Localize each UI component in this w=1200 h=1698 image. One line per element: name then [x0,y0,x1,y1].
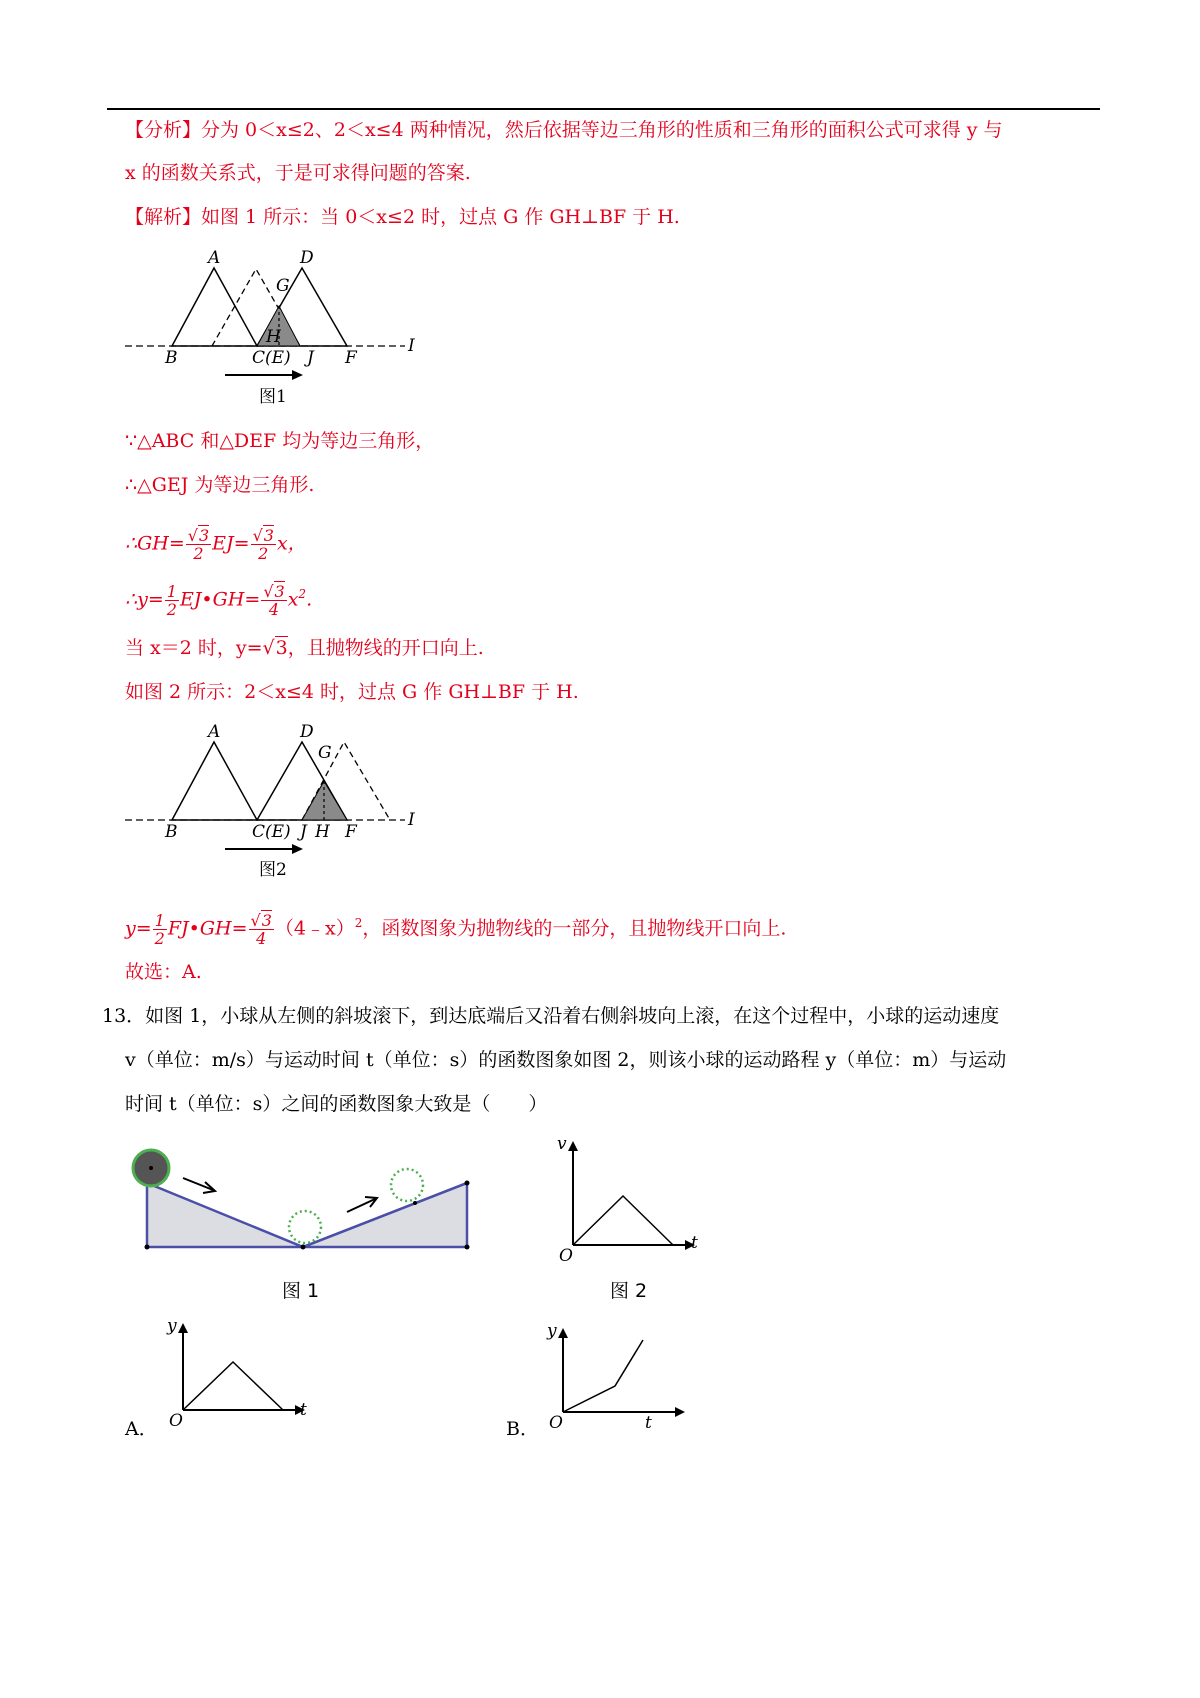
option-a-label: A． [125,1418,158,1440]
opt-b-axis-t: t [645,1413,652,1433]
arrow-right-icon [183,1178,215,1193]
fig2-label-A: A [208,722,221,742]
therefore-line: ∴△GEJ 为等边三角形. [125,474,315,496]
option-b-graph [543,1320,703,1435]
analysis-line-2: x 的函数关系式，于是可求得问题的答案. [125,162,471,184]
because-line: ∵△ABC 和△DEF 均为等边三角形， [125,430,435,452]
when-x2-line: 当 x＝2 时，y=√3，且抛物线的开口向上. [125,637,484,659]
fig2-label-I: I [408,810,415,830]
triangles-figure-2 [120,720,430,885]
vt-graph [553,1133,713,1268]
q13-line-2: v（单位：m/s）与运动时间 t（单位：s）的函数图象如图 2，则该小球的运动路程 y（单位：m）与运动 [125,1049,1007,1071]
choice-line: 故选：A. [125,961,202,983]
q13-line-1: 13．如图 1，小球从左侧的斜坡滚下，到达底端后又沿着右侧斜坡向上滚，在这个过程中，小球的运动速度 [102,1005,1000,1027]
vt-origin: O [559,1246,573,1266]
q13-fig2-caption: 图 2 [610,1280,648,1302]
fig1-label-G: G [276,276,290,296]
fig2-caption: 图2 [259,860,287,880]
opt-a-origin: O [169,1411,183,1430]
fig1-label-F: F [345,348,357,368]
fig2-label-G: G [318,743,332,763]
analysis-line-1: 【分析】分为 0＜x≤2、2＜x≤4 两种情况，然后依据等边三角形的性质和三角形的面积公式可求得 y 与 [125,119,1003,141]
slope-figure [125,1140,485,1260]
y1-formula: ∴y= $\frac{1}{2}$ EJ•GH= $\frac{√3}{4}$ $x^2$. [125,581,313,619]
arrow-right-icon [225,844,303,854]
option-b-label: B． [506,1418,539,1440]
solution-tag: 【解析】 [125,206,202,228]
fig1-label-A: A [208,248,221,268]
vt-axis-v: v [557,1134,567,1154]
fig1-caption: 图1 [259,387,287,407]
fig1-label-B: B [165,348,178,368]
q13-line-3: 时间 t（单位：s）之间的函数图象大致是（ ） [125,1093,548,1115]
arrow-right-icon [225,370,303,380]
solution-intro: 【解析】如图 1 所示：当 0＜x≤2 时，过点 G 作 GH⊥BF 于 H. [125,206,680,228]
header-rule [107,108,1100,110]
opt-a-axis-y: y [167,1316,177,1336]
vt-axis-t: t [691,1233,698,1253]
fig1-label-J: J [307,348,314,368]
opt-b-origin: O [549,1413,563,1433]
fig2-label-B: B [165,822,178,842]
fig1-label-D: D [300,248,314,268]
triangles-figure-1 [120,245,430,410]
fig2-label-F: F [345,822,357,842]
fig2-label-CE: C(E) [252,822,291,842]
solution-intro-2: 如图 2 所示：2＜x≤4 时，过点 G 作 GH⊥BF 于 H. [125,681,579,703]
fig1-label-CE: C(E) [252,348,291,368]
fig1-label-H: H [266,327,281,347]
y2-formula: y= $\frac{1}{2}$ FJ•GH= $\frac{√3}{4}$ （4﹣x）$^2$，函数图象为抛物线的一部分，且抛物线开口向上. [125,910,787,948]
fig2-label-J: J [300,822,307,842]
fig2-label-D: D [300,722,314,742]
analysis-tag: 【分析】 [125,119,202,141]
option-a-graph [163,1315,323,1430]
fig1-label-I: I [408,336,415,356]
q13-fig1-caption: 图 1 [282,1280,320,1302]
opt-b-axis-y: y [547,1321,557,1341]
gh-formula: ∴GH= $\frac{√3}{2}$ EJ= $\frac{√3}{2}$ x， [125,526,307,563]
fig2-label-H: H [315,822,330,842]
opt-a-axis-t: t [300,1400,307,1420]
arrow-right-icon [347,1197,377,1212]
